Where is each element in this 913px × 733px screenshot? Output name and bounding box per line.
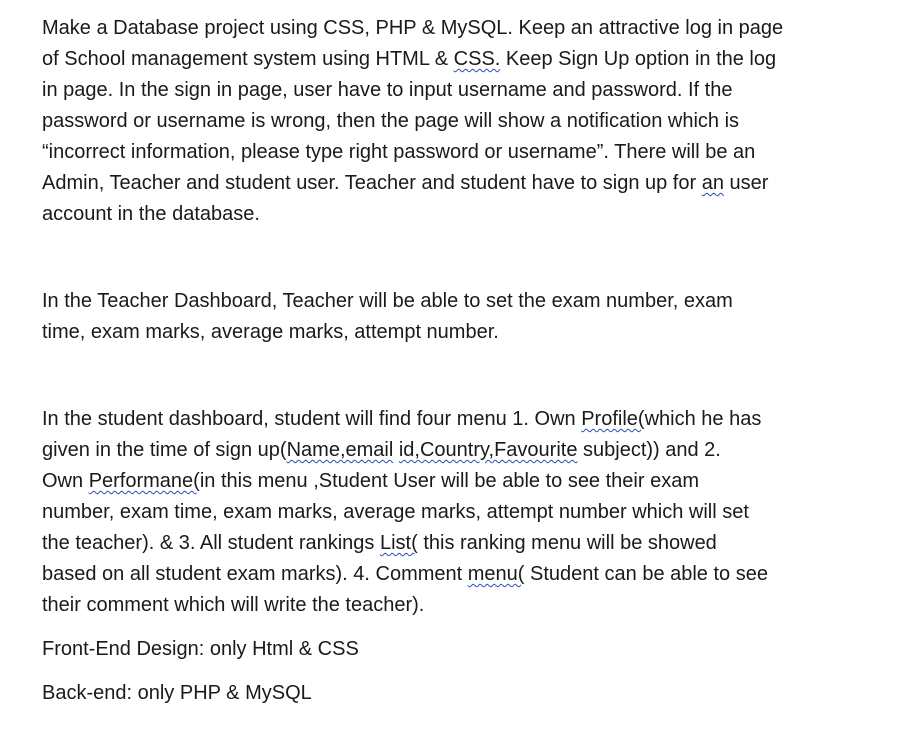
paragraph-front-end [42,634,842,665]
text-segment: their comment which will write the teacher). [42,594,425,616]
spellcheck-flagged-word: id,Country,Favourite [398,439,578,461]
spellcheck-flagged-word: Performane( [88,470,200,492]
text-segment: Make a Database project using CSS, PHP & MySQL. Keep an attractive log in page [42,17,784,39]
spellcheck-flagged-word: List( [379,532,418,554]
text-segment: Own [42,470,89,492]
text-segment: Front-End Design: only Html & CSS [42,638,359,660]
text-segment: number, exam time, exam marks, average marks, attempt number which will set [42,501,749,523]
text-segment: In the Teacher Dashboard, Teacher will be able to set the exam number, exam [42,290,733,312]
text-line [42,404,842,435]
text-line [42,199,842,230]
text-segment: “incorrect information, please type right password or username”. There will be an [42,141,756,163]
text-line [42,590,842,621]
paragraph-project-overview [42,13,842,230]
paragraph-teacher-dashboard [42,286,842,348]
text-segment: the teacher). & 3. All student rankings [42,532,380,554]
text-segment: which he has [644,408,762,430]
text-segment: subject)) and 2. [577,439,721,461]
text-segment: Back-end: only PHP & MySQL [42,682,312,704]
text-line [42,44,842,75]
spellcheck-flagged-word: CSS. [453,48,501,70]
spellcheck-flagged-word: Profile( [581,408,645,430]
text-line [42,497,842,528]
text-segment: this ranking menu will be showed [417,532,717,554]
paragraph-student-dashboard [42,404,842,621]
text-segment: given in the time of sign up( [42,439,287,461]
paragraph-back-end [42,678,842,709]
text-line [42,528,842,559]
text-line [42,634,842,665]
text-line [42,559,842,590]
text-line [42,435,842,466]
text-line [42,317,842,348]
text-line [42,106,842,137]
text-line [42,466,842,497]
text-line [42,13,842,44]
spellcheck-flagged-word: Name,email [286,439,394,461]
text-segment: in page. In the sign in page, user have to input username and password. If the [42,79,733,101]
text-segment: user [723,172,769,194]
text-segment: in this menu ,Student User will be able to see their exam [199,470,699,492]
text-line [42,168,842,199]
text-line [42,286,842,317]
spellcheck-flagged-word: menu( [467,563,525,585]
text-segment: Keep Sign Up option in the log [500,48,777,70]
text-segment: time, exam marks, average marks, attempt number. [42,321,499,343]
text-segment: password or username is wrong, then the page will show a notification which is [42,110,740,132]
text-segment: of School management system using HTML & [42,48,454,70]
text-segment: account in the database. [42,203,260,225]
text-segment: based on all student exam marks). 4. Comment [42,563,468,585]
text-line [42,137,842,168]
text-segment: Admin, Teacher and student user. Teacher and student have to sign up for [42,172,702,194]
text-line [42,75,842,106]
spellcheck-flagged-word: an [701,172,724,194]
text-segment: Student can be able to see [524,563,768,585]
text-line [42,678,842,709]
text-segment: In the student dashboard, student will find four menu 1. Own [42,408,582,430]
